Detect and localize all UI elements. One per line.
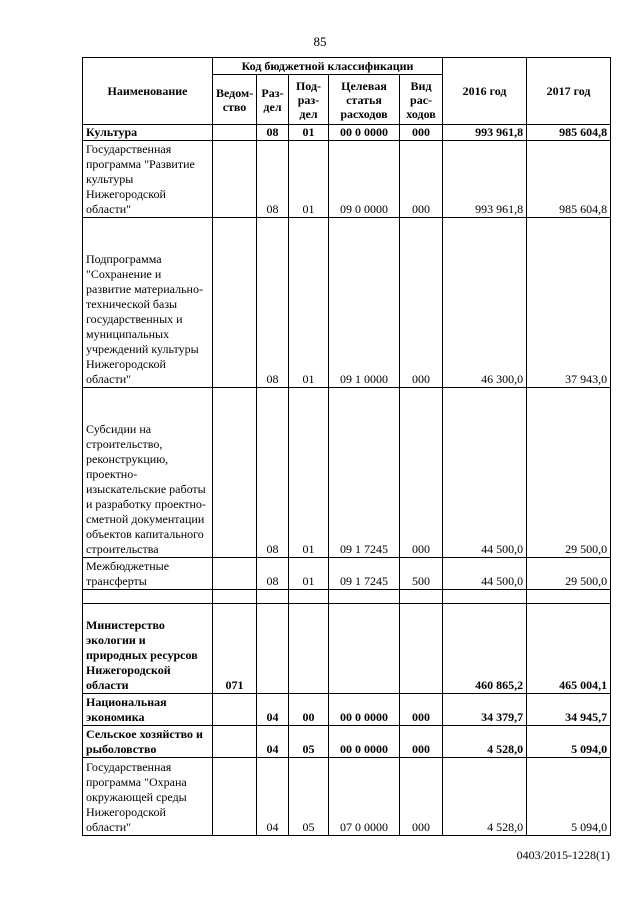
header-budget-code: Код бюджетной классификации	[213, 58, 443, 75]
row-expense-type: 000	[400, 141, 443, 218]
row-podrazdel: 01	[289, 558, 329, 590]
row-name: Государственная программа "Охрана окружающей среды Нижегородской области"	[83, 758, 213, 836]
row-vedomstvo	[213, 558, 257, 590]
row-podrazdel	[289, 604, 329, 694]
row-podrazdel: 00	[289, 694, 329, 726]
row-razdel: 04	[257, 758, 289, 836]
header-razdel: Раз-дел	[257, 75, 289, 125]
row-vedomstvo	[213, 125, 257, 141]
row-amount-2017: 29 500,0	[527, 558, 611, 590]
row-amount-2016	[443, 590, 527, 604]
row-vedomstvo	[213, 141, 257, 218]
budget-table	[82, 57, 611, 836]
row-amount-2016: 46 300,0	[443, 218, 527, 388]
table-row	[83, 125, 611, 141]
row-podrazdel: 01	[289, 125, 329, 141]
row-razdel: 08	[257, 125, 289, 141]
row-target-article	[329, 604, 400, 694]
row-name: Культура	[83, 125, 213, 141]
row-target-article: 07 0 0000	[329, 758, 400, 836]
header-2016: 2016 год	[443, 58, 527, 125]
row-target-article	[329, 590, 400, 604]
header-2017: 2017 год	[527, 58, 611, 125]
row-name: Субсидии на строительство, реконструкцию, проектно-изыскательские работы и разработку проектно-сметной документации объектов капитального строительства	[83, 388, 213, 558]
row-expense-type: 500	[400, 558, 443, 590]
row-target-article: 09 1 0000	[329, 218, 400, 388]
row-expense-type: 000	[400, 218, 443, 388]
row-podrazdel: 01	[289, 388, 329, 558]
row-target-article: 00 0 0000	[329, 125, 400, 141]
row-target-article: 00 0 0000	[329, 726, 400, 758]
row-amount-2016: 460 865,2	[443, 604, 527, 694]
header-vedomstvo: Ведом-ство	[213, 75, 257, 125]
row-vedomstvo	[213, 388, 257, 558]
row-expense-type	[400, 590, 443, 604]
row-razdel: 08	[257, 388, 289, 558]
row-amount-2016: 993 961,8	[443, 141, 527, 218]
row-amount-2016: 44 500,0	[443, 558, 527, 590]
row-amount-2016: 34 379,7	[443, 694, 527, 726]
row-vedomstvo: 071	[213, 604, 257, 694]
row-razdel: 08	[257, 218, 289, 388]
row-razdel: 08	[257, 558, 289, 590]
row-target-article: 09 1 7245	[329, 388, 400, 558]
row-podrazdel	[289, 590, 329, 604]
row-name: Подпрограмма "Сохранение и развитие материально-технической базы государственных и муниципальных учреждений культуры Нижегородской области"	[83, 218, 213, 388]
page-number: 85	[313, 34, 327, 49]
row-amount-2017: 985 604,8	[527, 125, 611, 141]
row-razdel: 08	[257, 141, 289, 218]
row-amount-2016: 4 528,0	[443, 726, 527, 758]
row-name: Сельское хозяйство и рыболовство	[83, 726, 213, 758]
row-vedomstvo	[213, 590, 257, 604]
row-amount-2017: 985 604,8	[527, 141, 611, 218]
row-amount-2017: 29 500,0	[527, 388, 611, 558]
row-expense-type: 000	[400, 694, 443, 726]
row-razdel	[257, 590, 289, 604]
row-vedomstvo	[213, 758, 257, 836]
row-amount-2016: 44 500,0	[443, 388, 527, 558]
table-row	[83, 590, 611, 604]
row-expense-type	[400, 604, 443, 694]
row-amount-2017	[527, 590, 611, 604]
row-name: Министерство экологии и природных ресурсов Нижегородской области	[83, 604, 213, 694]
header-podrazdel: Под-раз-дел	[289, 75, 329, 125]
row-target-article: 09 0 0000	[329, 141, 400, 218]
table-row	[83, 558, 611, 590]
table-row	[83, 726, 611, 758]
row-expense-type: 000	[400, 388, 443, 558]
document-code: 0403/2015-1228(1)	[516, 848, 610, 862]
table-row	[83, 141, 611, 218]
row-amount-2016: 993 961,8	[443, 125, 527, 141]
row-name	[83, 590, 213, 604]
table-row	[83, 218, 611, 388]
header-name: Наименование	[83, 58, 213, 125]
row-amount-2017: 34 945,7	[527, 694, 611, 726]
row-amount-2016: 4 528,0	[443, 758, 527, 836]
row-vedomstvo	[213, 726, 257, 758]
row-target-article: 00 0 0000	[329, 694, 400, 726]
row-vedomstvo	[213, 694, 257, 726]
row-name: Государственная программа "Развитие культуры Нижегородской области"	[83, 141, 213, 218]
row-podrazdel: 05	[289, 758, 329, 836]
table-row	[83, 388, 611, 558]
header-target-article: Целевая статья расходов	[329, 75, 400, 125]
row-podrazdel: 05	[289, 726, 329, 758]
table-row	[83, 604, 611, 694]
row-name: Межбюджетные трансферты	[83, 558, 213, 590]
row-amount-2017: 5 094,0	[527, 726, 611, 758]
row-expense-type: 000	[400, 125, 443, 141]
row-razdel: 04	[257, 726, 289, 758]
row-amount-2017: 465 004,1	[527, 604, 611, 694]
row-razdel	[257, 604, 289, 694]
row-expense-type: 000	[400, 726, 443, 758]
row-razdel: 04	[257, 694, 289, 726]
row-target-article: 09 1 7245	[329, 558, 400, 590]
row-expense-type: 000	[400, 758, 443, 836]
row-podrazdel: 01	[289, 218, 329, 388]
header-expense-type: Вид рас-ходов	[400, 75, 443, 125]
table-row	[83, 694, 611, 726]
row-podrazdel: 01	[289, 141, 329, 218]
row-vedomstvo	[213, 218, 257, 388]
row-amount-2017: 37 943,0	[527, 218, 611, 388]
row-amount-2017: 5 094,0	[527, 758, 611, 836]
table-row	[83, 758, 611, 836]
row-name: Национальная экономика	[83, 694, 213, 726]
